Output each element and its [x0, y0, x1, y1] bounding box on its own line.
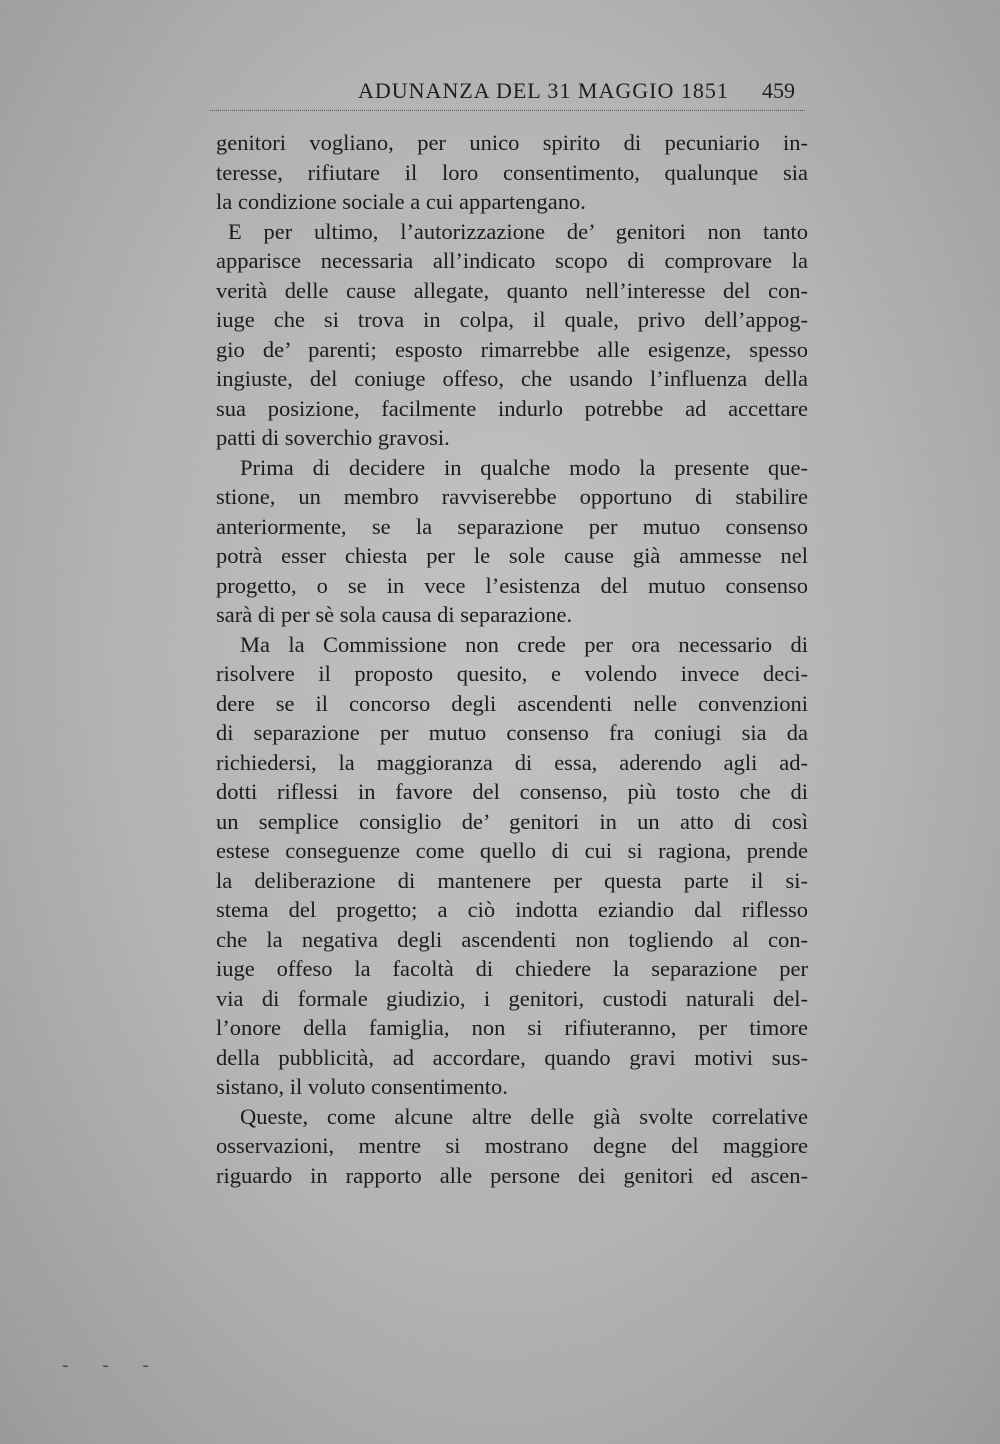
- text-line: iuge che si trova in colpa, il quale, privo dell’appog-: [216, 307, 808, 332]
- text-line: riguardo in rapporto alle persone dei genitori ed ascen-: [216, 1162, 808, 1188]
- text-line: un semplice consiglio de’ genitori in un atto di così: [216, 808, 808, 834]
- text-line: risolvere il proposto quesito, e volendo invece deci-: [216, 661, 808, 686]
- body-text: [216, 128, 808, 1190]
- running-title: ADUNANZA DEL 31 MAGGIO 1851: [358, 78, 729, 103]
- text-line: Queste, come alcune altre delle già svolte correlative: [240, 1103, 808, 1129]
- text-line: dotti riflessi in favore del consenso, più tosto che di: [216, 779, 808, 804]
- text-line: Prima di decidere in qualche modo la presente que-: [240, 454, 808, 480]
- text-line: osservazioni, mentre si mostrano degne del maggiore: [216, 1133, 808, 1158]
- text-line: apparisce necessaria all’indicato scopo di comprovare la: [216, 248, 808, 273]
- text-line: anteriormente, se la separazione per mutuo consenso: [216, 513, 808, 539]
- text-line: sistano, il voluto consentimento.: [216, 1074, 508, 1099]
- text-line: potrà esser chiesta per le sole cause già ammesse nel: [216, 543, 808, 568]
- text-line: richiedersi, la maggioranza di essa, aderendo agli ad-: [216, 749, 808, 775]
- text-line: gio de’ parenti; esposto rimarrebbe alle esigenze, spesso: [216, 336, 808, 362]
- text-line: dere se il concorso degli ascendenti nelle convenzioni: [216, 690, 808, 716]
- text-line: l’onore della famiglia, non si rifiuteranno, per timore: [216, 1015, 808, 1040]
- footer-marks: - - -: [62, 1355, 163, 1376]
- text-line: sarà di per sè sola causa di separazione.: [216, 602, 573, 627]
- page-number: 459: [762, 78, 795, 103]
- text-line: estese conseguenze come quello di cui si ragiona, prende: [216, 838, 808, 863]
- text-line: sua posizione, facilmente indurlo potrebbe ad accettare: [216, 395, 808, 421]
- text-line: verità delle cause allegate, quanto nell’interesse del con-: [216, 277, 808, 303]
- text-line: iuge offeso la facoltà di chiedere la separazione per: [216, 956, 808, 981]
- text-line: E per ultimo, l’autorizzazione de’ genitori non tanto: [228, 218, 808, 244]
- text-line: Ma la Commissione non crede per ora necessario di: [240, 631, 808, 657]
- running-header: [210, 78, 805, 111]
- text-line: progetto, o se in vece l’esistenza del mutuo consenso: [216, 572, 808, 598]
- text-line: di separazione per mutuo consenso fra coniugi sia da: [216, 720, 808, 745]
- text-line: genitori vogliano, per unico spirito di pecuniario in-: [216, 130, 808, 155]
- text-line: della pubblicità, ad accordare, quando gravi motivi sus-: [216, 1044, 808, 1070]
- text-line: via di formale giudizio, i genitori, custodi naturali del-: [216, 985, 808, 1011]
- text-line: stema del progetto; a ciò indotta eziandio dal riflesso: [216, 897, 808, 922]
- text-line: la condizione sociale a cui appartengano.: [216, 189, 586, 214]
- text-line: stione, un membro ravviserebbe opportuno di stabilire: [216, 484, 808, 509]
- text-line: patti di soverchio gravosi.: [216, 425, 450, 450]
- text-line: ingiuste, del coniuge offeso, che usando l’influenza della: [216, 366, 808, 391]
- text-line: che la negativa degli ascendenti non togliendo al con-: [216, 926, 808, 952]
- text-line: teresse, rifiutare il loro consentimento, qualunque sia: [216, 159, 808, 185]
- text-line: la deliberazione di mantenere per questa parte il si-: [216, 867, 808, 893]
